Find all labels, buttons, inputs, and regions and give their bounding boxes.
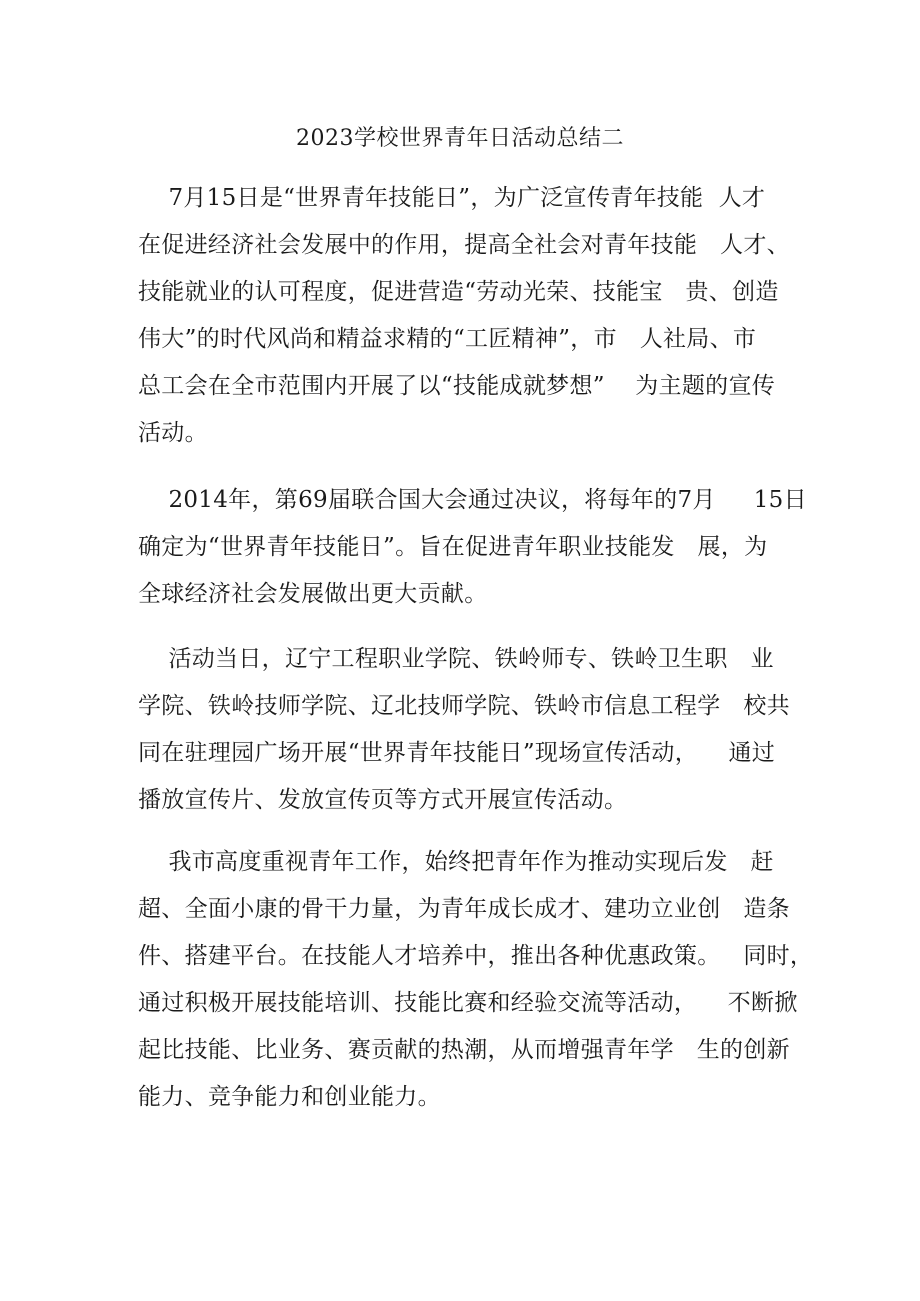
paragraph-2-line: 全球经济社会发展做出更大贡献。 <box>138 581 488 607</box>
paragraph-4-line: 能力、竞争能力和创业能力。 <box>138 1084 441 1110</box>
paragraph-3-line: 活动当日，辽宁工程职业学院、铁岭师专、铁岭卫生职 业 <box>138 646 774 672</box>
paragraph-4-line: 通过积极开展技能培训、技能比赛和经验交流等活动， 不断掀 <box>138 990 798 1016</box>
paragraph-4-line: 超、全面小康的骨干力量，为青年成长成才、建功立业创 造条 <box>138 896 790 922</box>
paragraph-1-line: 7月15日是“世界青年技能日”，为广泛宣传青年技能 人才 <box>138 185 766 211</box>
paragraph-3-line: 同在驻理园广场开展“世界青年技能日”现场宣传活动， 通过 <box>138 740 776 766</box>
paragraph-4-line: 起比技能、比业务、赛贡献的热潮，从而增强青年学 生的创新 <box>138 1037 790 1063</box>
paragraph-2-line: 确定为“世界青年技能日”。旨在促进青年职业技能发 展，为 <box>138 534 768 560</box>
paragraph-4-line: 件、搭建平台。在技能人才培养中，推出各种优惠政策。 同时， <box>138 943 814 969</box>
paragraph-3-line: 学院、铁岭技师学院、辽北技师学院、铁岭市信息工程学 校共 <box>138 693 790 719</box>
paragraph-1-line: 活动。 <box>138 420 208 446</box>
paragraph-4-line: 我市高度重视青年工作，始终把青年作为推动实现后发 赶 <box>138 849 774 875</box>
paragraph-3-line: 播放宣传片、发放宣传页等方式开展宣传活动。 <box>138 787 628 813</box>
paragraph-1-line: 总工会在全市范围内开展了以“技能成就梦想” 为主题的宣传 <box>138 373 776 399</box>
paragraph-1-line: 在促进经济社会发展中的作用，提高全社会对青年技能 人才、 <box>138 232 790 258</box>
paragraph-1-line: 伟大”的时代风尚和精益求精的“工匠精神”，市 人社局、市 <box>138 326 757 352</box>
document-title: 2023学校世界青年日活动总结二 <box>296 126 624 151</box>
paragraph-1-line: 技能就业的认可程度，促进营造“劳动光荣、技能宝 贵、创造 <box>138 279 779 305</box>
paragraph-2-line: 2014年，第69届联合国大会通过决议，将每年的7月 15日 <box>138 487 807 513</box>
